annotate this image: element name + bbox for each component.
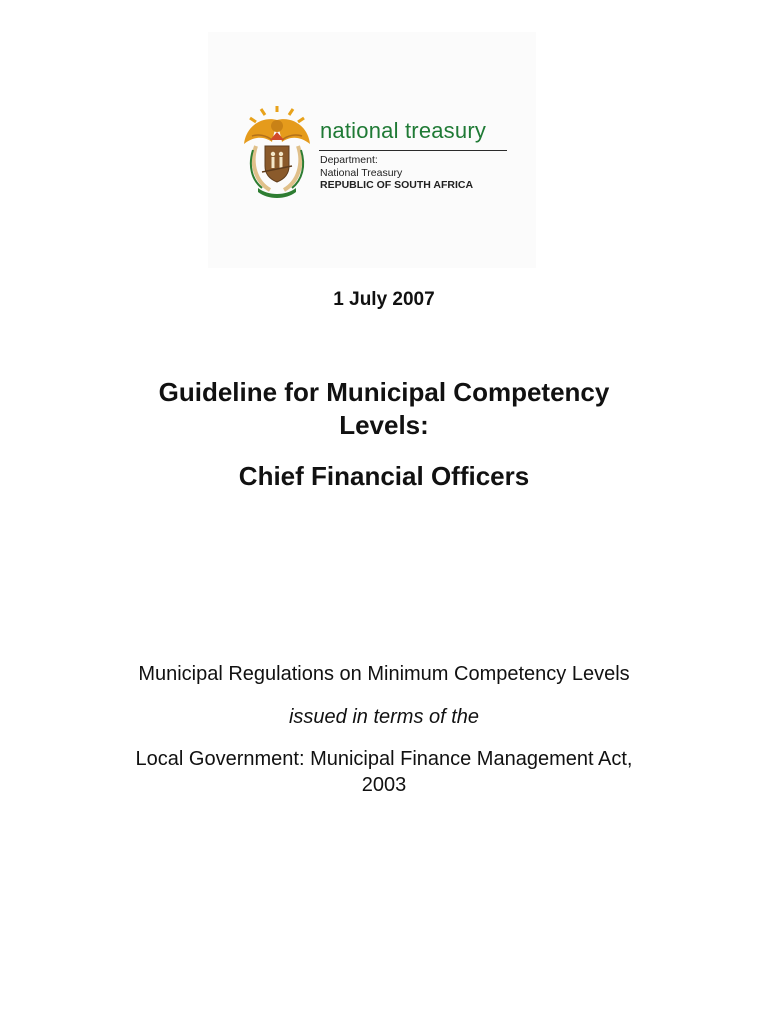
- title-line-2: Levels:: [339, 410, 429, 440]
- country-name: REPUBLIC OF SOUTH AFRICA: [320, 179, 474, 191]
- document-date: 1 July 2007: [333, 289, 435, 310]
- act-line-2: 2003: [361, 774, 407, 796]
- document-title: [0, 376, 768, 442]
- issued-text: issued in terms of the: [288, 706, 480, 728]
- title-line-1: Guideline for Municipal Competency: [158, 377, 610, 407]
- document-subtitle: Chief Financial Officers: [238, 461, 530, 491]
- act-line-1: Local Government: Municipal Finance Management Act,: [135, 748, 633, 770]
- brand-name: national treasury: [320, 118, 487, 143]
- department-name: National Treasury: [320, 167, 403, 179]
- logo-block: [208, 32, 536, 268]
- act-text: [0, 746, 768, 798]
- regulations-text: Municipal Regulations on Minimum Competency Levels: [138, 663, 630, 685]
- department-label: Department:: [320, 154, 378, 166]
- brand-divider: [319, 150, 507, 151]
- coat-of-arms-icon: [240, 106, 314, 200]
